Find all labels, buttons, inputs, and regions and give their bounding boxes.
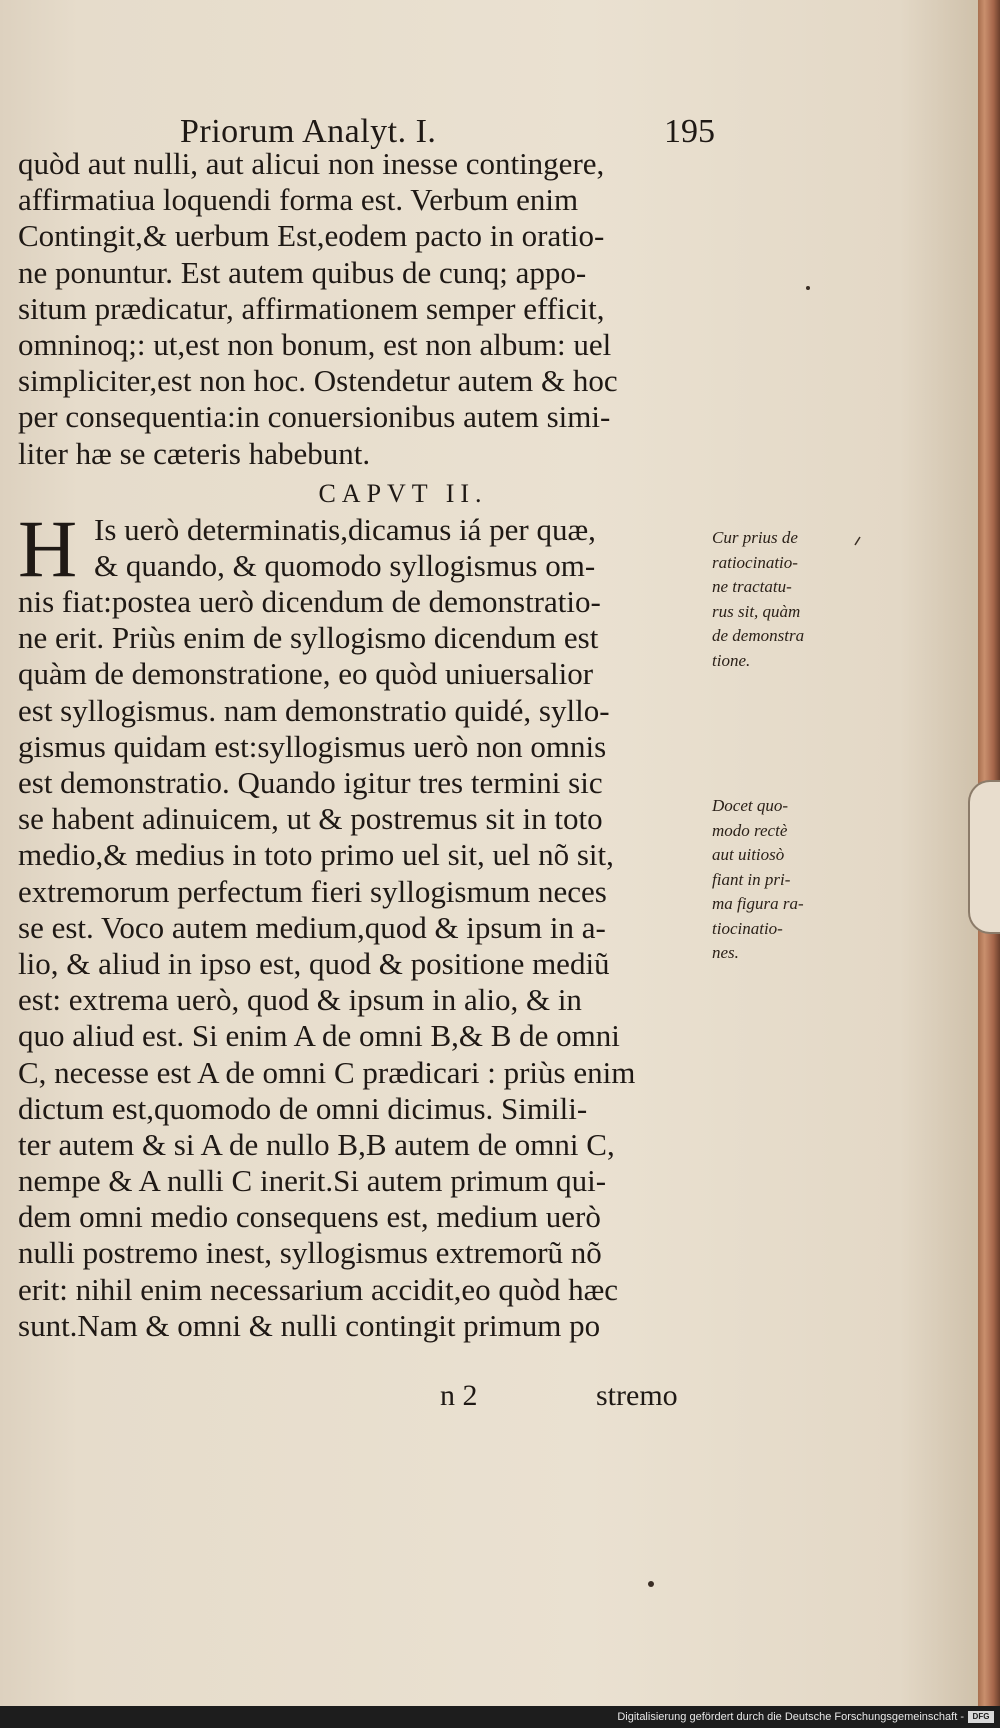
text-line: dictum est,quomodo de omni dicimus. Simili- [18, 1090, 588, 1126]
marginal-note-line: de demonstra [712, 626, 805, 645]
running-title: Priorum Analyt. I. [180, 113, 437, 150]
text-line: quàm de demonstratione, eo quòd uniuersalior [18, 656, 594, 692]
text-line: nempe & A nulli C inerit.Si autem primum qui- [18, 1163, 607, 1199]
text-section-top [18, 146, 708, 472]
marginal-note-line: ma figura ra- [712, 894, 804, 913]
digitization-footer [0, 1706, 1000, 1728]
marginal-note-line: fiant in pri- [712, 869, 791, 889]
text-line: quòd aut nulli, aut alicui non inesse contingere, [18, 146, 605, 181]
text-line: gismus quidam est:syllogismus uerò non omnis [18, 728, 607, 764]
text-line: est: extrema uerò, quod & ipsum in alio, & in [18, 982, 582, 1018]
text-line: quo aliud est. Si enim A de omni B,& B de omni [18, 1018, 620, 1054]
chapter-heading: CAPVT II. [318, 478, 488, 508]
text-line: & quando, & quomodo syllogismus om- [94, 547, 596, 583]
marginal-note-line: ratiocinatio- [712, 552, 798, 572]
text-line: dem omni medio consequens est, medium uerò [18, 1199, 601, 1235]
marginal-note-1 [712, 526, 804, 673]
ink-speck [648, 1581, 654, 1587]
dfg-logo-icon: DFG [968, 1711, 994, 1723]
page-clip-tab [968, 780, 1000, 934]
drop-cap-letter: H [18, 502, 78, 594]
marginal-note-line: modo rectè [712, 820, 788, 840]
catchword: stremo [596, 1379, 678, 1412]
ink-mark [855, 537, 860, 545]
text-line: erit: nihil enim necessarium accidit,eo quòd hæc [18, 1271, 619, 1307]
marginal-note-line: tione. [712, 650, 751, 670]
text-line: per consequentia:in conuersionibus autem simi- [18, 399, 611, 435]
text-line: liter hæ se cæteris habebunt. [18, 435, 371, 471]
text-line: Is uerò determinatis,dicamus iá per quæ, [94, 511, 596, 547]
text-line: ne ponuntur. Est autem quibus de cunq; appo- [18, 254, 587, 290]
text-line: se habent adinuicem, ut & postremus sit in toto [18, 801, 603, 837]
marginal-note-line: aut uitiosò [712, 845, 785, 864]
text-line: simpliciter,est non hoc. Ostendetur autem & hoc [18, 363, 618, 399]
text-line: est syllogismus. nam demonstratio quidé, syllo- [18, 692, 610, 728]
marginal-note-line: tiocinatio- [712, 918, 783, 938]
text-section-main [18, 584, 708, 1344]
footer-credit: Digitalisierung gefördert durch die Deutsche Forschungsgemeinschaft - [617, 1711, 964, 1723]
text-line: medio,& medius in toto primo uel sit, uel nõ sit, [18, 837, 614, 873]
text-line: extremorum perfectum fieri syllogismum neces [18, 873, 607, 909]
marginal-note-line: rus sit, quàm [712, 601, 801, 621]
text-line: omninoq;: ut,est non bonum, est non album: uel [18, 326, 612, 362]
text-line: affirmatiua loquendi forma est. Verbum enim [18, 182, 579, 218]
text-line: situm prædicatur, affirmationem semper efficit, [18, 290, 605, 326]
marginal-note-line: Docet quo- [712, 796, 789, 815]
text-line: C, necesse est A de omni C prædicari : priùs enim [18, 1054, 636, 1090]
text-line: sunt.Nam & omni & nulli contingit primum po [18, 1307, 601, 1343]
main-text-block [18, 146, 708, 1344]
marginal-note-2 [712, 794, 804, 966]
text-line: nulli postremo inest, syllogismus extremorũ nõ [18, 1235, 602, 1271]
text-line: est demonstratio. Quando igitur tres termini sic [18, 765, 603, 800]
text-line: lio, & aliud in ipso est, quod & positione mediũ [18, 945, 610, 981]
text-line: se est. Voco autem medium,quod & ipsum in a- [18, 909, 606, 945]
text-line: Contingit,& uerbum Est,eodem pacto in oratio- [18, 218, 605, 254]
signature-mark: n 2 [440, 1379, 478, 1412]
text-line: ter autem & si A de nullo B,B autem de omni C, [18, 1126, 615, 1162]
page-number: 195 [664, 113, 715, 150]
marginal-note-line: ne tractatu- [712, 577, 792, 596]
drop-cap-paragraph [18, 502, 708, 594]
text-line: ne erit. Priùs enim de syllogismo dicendum est [18, 620, 599, 656]
text-line: nis fiat:postea uerò dicendum de demonstratio- [18, 584, 601, 620]
marginal-note-line: nes. [712, 943, 739, 962]
marginal-note-line: Cur prius de [712, 528, 798, 547]
ink-speck [806, 286, 810, 290]
